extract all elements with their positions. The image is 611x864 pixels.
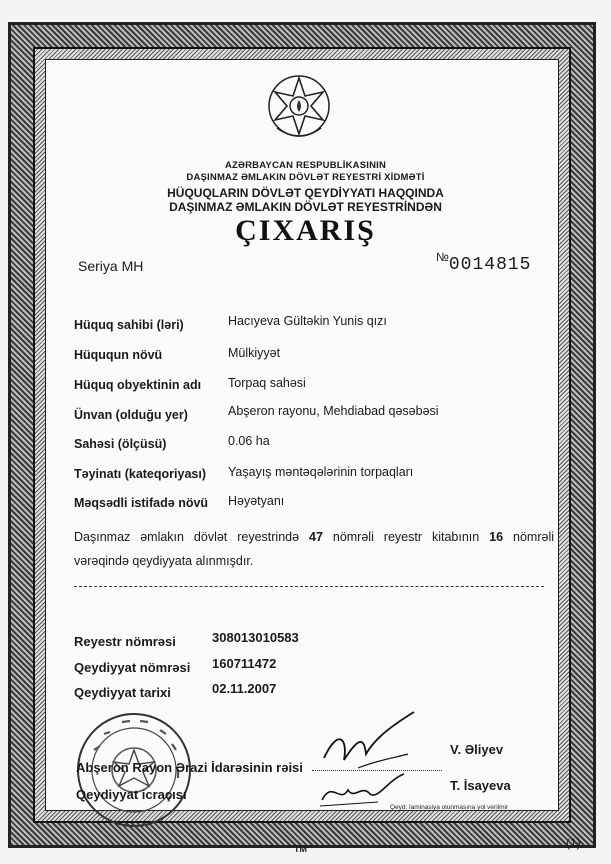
registry-value-date: 02.11.2007 [212, 681, 277, 696]
header-line-3: HÜQUQLARIN DÖVLƏT QEYDİYYATI HAQQINDA [167, 186, 444, 200]
page-mark: (1) [566, 836, 581, 850]
field-value-owner: Hacıyeva Gültəkin Yunis qızı [228, 314, 387, 328]
header-line-4: DAŞINMAZ ƏMLAKIN DÖVLƏT REYESTRİNDƏN [169, 200, 442, 214]
header-line-2: DAŞINMAZ ƏMLAKIN DÖVLƏT REYESTRİ XİDMƏTİ [186, 172, 425, 183]
registration-text-3: nömrəli vərəqində qeydiyyata alınmışdır. [74, 530, 554, 568]
registry-page-number: 16 [489, 530, 504, 544]
field-label-category: Təyinatı (kateqoriyası) [74, 467, 206, 481]
field-value-usage: Həyətyanı [228, 494, 285, 508]
signature-head-icon [318, 708, 418, 778]
field-label-address: Ünvan (olduğu yer) [74, 408, 188, 422]
executor-title: Qeydiyyat icraçısı [76, 787, 187, 802]
field-label-usage: Məqsədli istifadə növü [74, 496, 209, 510]
field-value-area: 0.06 ha [228, 434, 270, 448]
head-name: V. Əliyev [450, 742, 504, 757]
document-title: ÇIXARIŞ [235, 214, 376, 247]
field-label-right-type: Hüququn növü [74, 348, 163, 362]
registry-label-qeydiyyat: Qeydiyyat nömrəsi [74, 660, 191, 675]
serial-number-value: 0014815 [448, 255, 532, 275]
registry-label-reestr: Reyestr nömrəsi [74, 634, 176, 649]
field-value-object-name: Torpaq sahəsi [228, 376, 306, 390]
field-label-owner: Hüquq sahibi (ləri) [74, 318, 184, 332]
lamination-note: Qeyd: laminasiya olunmasına yol verilmir [390, 804, 509, 811]
dashed-divider [74, 586, 544, 587]
registration-text-2: nömrəli reyestr kitabının [322, 530, 490, 544]
registry-value-reestr: 308013010583 [212, 630, 299, 645]
seria-label: Seriya MH [78, 258, 144, 274]
registration-text-1: Daşınmaz əmlakın dövlət reyestrində [74, 530, 310, 544]
field-label-area: Sahəsi (ölçüsü) [74, 437, 167, 451]
registry-label-date: Qeydiyyat tarixi [74, 685, 171, 700]
executor-name: T. İsayeva [450, 778, 511, 793]
footer-mark: TM [294, 844, 307, 854]
head-title: Abşeron Rayon Ərazi İdarəsinin rəisi [76, 760, 303, 775]
field-value-address: Abşeron rayonu, Mehdiabad qəsəbəsi [228, 404, 439, 418]
state-emblem-icon [263, 72, 335, 144]
field-value-category: Yaşayış məntəqələrinin torpaqları [228, 465, 414, 479]
header-line-1: AZƏRBAYCAN RESPUBLİKASININ [224, 160, 387, 171]
registry-book-number: 47 [309, 530, 323, 544]
number-sign: № [436, 250, 449, 264]
field-value-right-type: Mülkiyyət [228, 346, 281, 360]
field-label-object-name: Hüquq obyektinin adı [74, 378, 202, 392]
registry-value-qeydiyyat: 160711472 [212, 656, 277, 671]
serial-number [436, 250, 532, 275]
registration-paragraph [74, 525, 554, 573]
